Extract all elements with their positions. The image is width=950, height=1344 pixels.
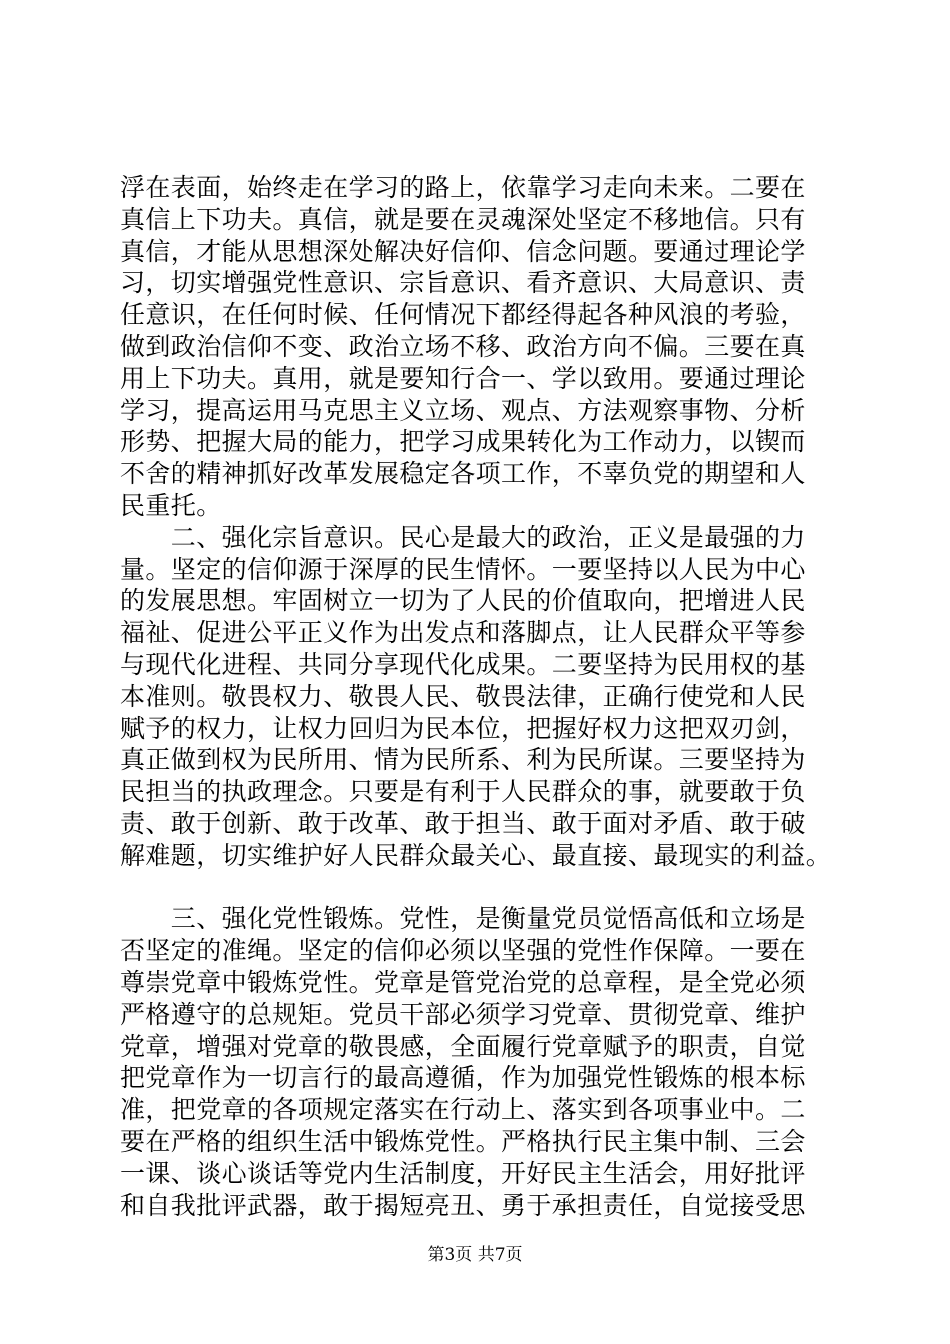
text-line: 要在严格的组织生活中锻炼党性。严格执行民主集中制、三会 <box>120 1126 806 1156</box>
text-line: 解难题，切实维护好人民群众最关心、最直接、最现实的利益。 <box>120 840 832 870</box>
text-line: 形势、把握大局的能力，把学习成果转化为工作动力，以锲而 <box>120 427 806 457</box>
text-line: 本准则。敬畏权力、敬畏人民、敬畏法律，正确行使党和人民 <box>120 681 806 711</box>
paragraph-gap <box>120 872 840 904</box>
text-line: 民重托。 <box>120 490 222 520</box>
text-line: 任意识，在任何时候、任何情况下都经得起各种风浪的考验， <box>120 300 806 330</box>
text-line: 否坚定的准绳。坚定的信仰必须以坚强的党性作保障。一要在 <box>120 936 806 966</box>
text-line: 与现代化进程、共同分享现代化成果。二要坚持为民用权的基 <box>120 649 806 679</box>
text-line: 二、强化宗旨意识。民心是最大的政治，正义是最强的力 <box>120 522 806 552</box>
text-line: 学习，提高运用马克思主义立场、观点、方法观察事物、分析 <box>120 395 806 425</box>
text-line: 浮在表面，始终走在学习的路上，依靠学习走向未来。二要在 <box>120 173 806 202</box>
document-body <box>120 172 840 1221</box>
text-line: 不舍的精神抓好改革发展稳定各项工作，不辜负党的期望和人 <box>120 459 806 489</box>
text-line: 量。坚定的信仰源于深厚的民生情怀。一要坚持以人民为中心 <box>120 554 806 584</box>
text-line: 准，把党章的各项规定落实在行动上、落实到各项事业中。二 <box>120 1095 806 1125</box>
text-line: 和自我批评武器，敢于揭短亮丑、勇于承担责任，自觉接受思 <box>120 1190 806 1220</box>
text-line: 福祉、促进公平正义作为出发点和落脚点，让人民群众平等参 <box>120 618 806 648</box>
text-line: 真正做到权为民所用、情为民所系、利为民所谋。三要坚持为 <box>120 745 806 775</box>
text-line: 的发展思想。牢固树立一切为了人民的价值取向，把增进人民 <box>120 586 806 616</box>
text-line: 三、强化党性锻炼。党性，是衡量党员觉悟高低和立场是 <box>120 904 806 934</box>
text-line: 习，切实增强党性意识、宗旨意识、看齐意识、大局意识、责 <box>120 268 806 298</box>
text-line: 民担当的执政理念。只要是有利于人民群众的事，就要敢于负 <box>120 777 806 807</box>
text-line: 尊崇党章中锻炼党性。党章是管党治党的总章程，是全党必须 <box>120 967 806 997</box>
text-line: 严格遵守的总规矩。党员干部必须学习党章、贯彻党章、维护 <box>120 999 806 1029</box>
page-footer: 第3页 共7页 <box>427 1245 523 1265</box>
text-line: 真信上下功夫。真信，就是要在灵魂深处坚定不移地信。只有 <box>120 204 806 234</box>
text-line: 做到政治信仰不变、政治立场不移、政治方向不偏。三要在真 <box>120 331 806 361</box>
text-line: 把党章作为一切言行的最高遵循，作为加强党性锻炼的根本标 <box>120 1063 806 1093</box>
text-line: 责、敢于创新、敢于改革、敢于担当、敢于面对矛盾、敢于破 <box>120 808 806 838</box>
text-line: 一课、谈心谈话等党内生活制度，开好民主生活会，用好批评 <box>120 1158 806 1188</box>
text-line: 用上下功夫。真用，就是要知行合一、学以致用。要通过理论 <box>120 363 806 393</box>
text-line: 党章，增强对党章的敬畏感，全面履行党章赋予的职责，自觉 <box>120 1031 806 1061</box>
text-line: 真信，才能从思想深处解决好信仰、信念问题。要通过理论学 <box>120 236 806 266</box>
text-line: 赋予的权力，让权力回归为民本位，把握好权力这把双刃剑， <box>120 713 806 743</box>
